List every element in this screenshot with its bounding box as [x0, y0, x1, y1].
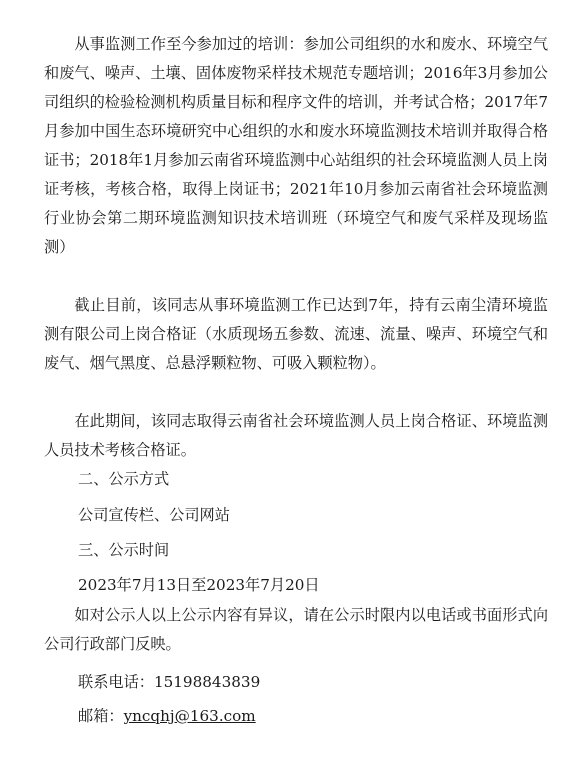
email-label: 邮箱：	[78, 707, 124, 725]
section3-content: 2023年7月13日至2023年7月20日	[78, 576, 320, 594]
training-paragraph: 从事监测工作至今参加过的培训：参加公司组织的水和废水、环境空气和废气、噪声、土壤、固体废物采样技术规范专题培训；2016年3月参加公司组织的检验检测机构质量目标和程序文件的培训，并考试合格；2017年7月参加中国生态环境研究中心组织的水和废水环境监测技术培训并取得合格证书；2018年1月参加云南省环境监测中心站组织的社会环境监测人员上岗证考核，考核合格，取得上岗证书；2021年10月参加云南省社会环境监测行业协会第二期环境监测知识技术培训班（环境空气和废气采样及现场监测）	[44, 35, 548, 256]
experience-paragraph: 截止目前，该同志从事环境监测工作已达到7年，持有云南尘清环境监测有限公司上岗合格证（水质现场五参数、流速、流量、噪声、环境空气和废气、烟气黑度、总悬浮颗粒物、可吸入颗粒物）。	[44, 296, 548, 372]
contact-phone-label: 联系电话：	[78, 673, 154, 691]
contact-phone-line	[78, 668, 260, 697]
objection-paragraph: 如对公示人以上公示内容有异议，请在公示时限内以电话或书面形式向公司行政部门反映。	[44, 606, 548, 653]
certificates-paragraph: 在此期间，该同志取得云南省社会环境监测人员上岗合格证、环境监测人员技术考核合格证。	[44, 412, 548, 459]
email-link[interactable]: yncqhj@163.com	[123, 707, 256, 725]
section3-heading: 三、公示时间	[78, 541, 170, 559]
section2-content: 公司宣传栏、公司网站	[78, 506, 230, 524]
email-line	[78, 702, 256, 731]
section2-heading: 二、公示方式	[78, 470, 170, 488]
contact-phone-value: 15198843839	[153, 673, 261, 691]
